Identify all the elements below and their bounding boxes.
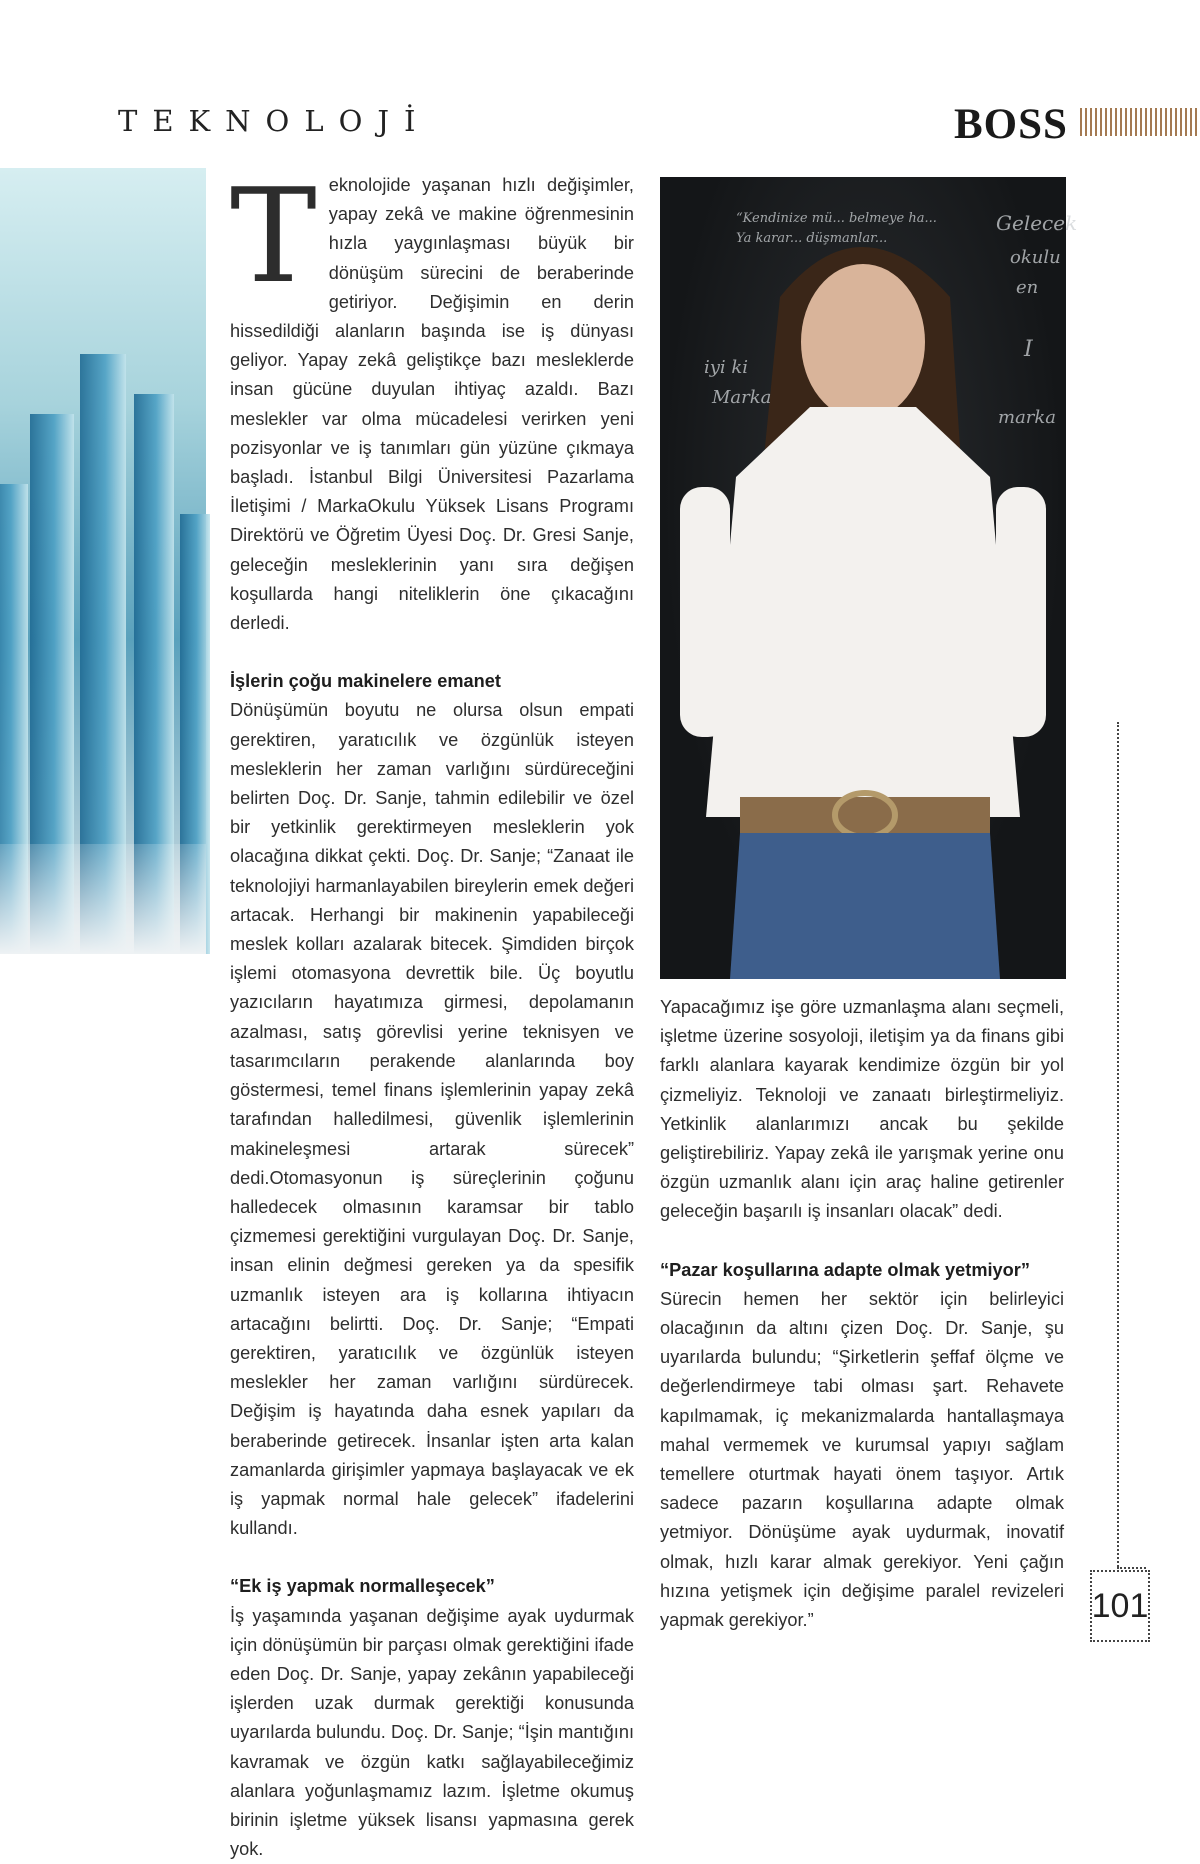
section-heading: İşlerin çoğu makinelere emanet bbox=[230, 671, 501, 692]
article-paragraph: İş yaşamında yaşanan değişime ayak uydurmak için dönüşümün bir parçası olmak gerektiğini ifade eden Doç. Dr. Sanje, yapay zekânın yapabileceği işlerden uzak durmak gerektiği konusunda uyarılarda bulundu. Doç. Dr. Sanje; “İşin mantığını kavramak ve özgün katkı sağlayabileceğimiz alanlara yoğunlaşmamız lazım. İşletme okumuş birinin işletme yüksek lisansı yapmasına gerek yok. bbox=[230, 1605, 634, 1860]
decorative-chart-image bbox=[0, 168, 206, 954]
page-number: 101 bbox=[1090, 1570, 1150, 1642]
decorative-dotted-line bbox=[1117, 722, 1119, 1567]
chalkboard-text: okulu bbox=[1010, 247, 1061, 268]
section-heading: “Pazar koşullarına adapte olmak yetmiyor” bbox=[660, 1259, 1030, 1280]
section-title: TEKNOLOJİ bbox=[118, 104, 431, 138]
article-column-left bbox=[230, 160, 634, 1864]
chalkboard-text: Gelecek bbox=[996, 211, 1078, 235]
chalkboard-text: en bbox=[1016, 277, 1039, 298]
article-column-right bbox=[660, 993, 1064, 1635]
chalkboard-text: Marka bbox=[712, 387, 772, 408]
decorative-stripes bbox=[1080, 108, 1200, 136]
portrait-figure bbox=[660, 177, 1066, 979]
section-heading: “Ek iş yapmak normalleşecek” bbox=[230, 1576, 495, 1597]
decorative-dotted-line bbox=[1117, 1567, 1146, 1569]
article-paragraph: Yapacağımız işe göre uzmanlaşma alanı seçmeli, işletme üzerine sosyoloji, iletişim ya da finans gibi farklı alanlara kayarak kendimize özgün bir yol çizmeliyiz. Teknoloji ve zanaatı birleştirmeliyiz. Yetkinlik alanlarımızı ancak bu şekilde geliştirebiliriz. Yapay zekâ ile yarışmak yerine onu özgün uzmanlık alanı için araç haline getirenler geleceğin başarılı iş insanları olacak” dedi. bbox=[660, 997, 1064, 1222]
chalkboard-text: I bbox=[1024, 337, 1033, 362]
article-intro: eknolojide yaşanan hızlı değişimler, yapay zekâ ve makine öğrenmesinin hızla yaygınlaşması büyük bir dönüşüm sürecini de beraberinde getiriyor. Değişimin en derin hissedildiği alanların başında ise iş dünyası geliyor. Yapay zekâ geliştikçe bazı mesleklerde insan gücüne duyulan ihtiyaç azaldı. Bazı meslekler var olma mücadelesi verirken yeni pozisyonlar ve iş tanımları gün yüzüne çıkmaya başladı. İstanbul Bilgi Üniversitesi Pazarlama İletişimi / MarkaOkulu Yüksek Lisans Programı Direktörü ve Öğretim Üyesi Doç. Dr. Gresi Sanje, geleceğin mesleklerinin yanı sıra değişen koşullarda hangi niteliklerin öne çıkacağını derledi. bbox=[230, 175, 634, 634]
article-paragraph: Sürecin hemen her sektör için belirleyici olacağının da altını çizen Doç. Dr. Sanje, şu uyarılarda bulundu; “Şirketlerin şeffaf ölçme ve değerlendirmeye tabi olması şart. Rehavete kapılmamak, iç mekanizmalarda hantallaşmaya mahal vermemek ve kurumsal yapıyı sağlam temellere oturtmak hayati önem taşıyor. Artık sadece pazarın koşullarına adapte olmak yetmiyor. Dönüşüme ayak uydurmak, inovatif olmak, hızlı karar almak gerekiyor. Yeni çağın hızına yetişmek için değişime paralel revizeleri yapmak gerekiyor.” bbox=[660, 1288, 1064, 1631]
magazine-logo: BOSS bbox=[954, 101, 1068, 148]
chalkboard-text: marka bbox=[998, 407, 1057, 428]
chalkboard-text: iyi ki bbox=[704, 357, 749, 378]
chalkboard-text: “Kendinize mü... belmeye ha... Ya karar... düşmanlar... bbox=[736, 211, 937, 246]
drop-cap: T bbox=[230, 160, 317, 312]
article-paragraph: Dönüşümün boyutu ne olursa olsun empati gerektiren, yaratıcılık ve özgünlük isteyen mesleklerin her zaman varlığını sürdüreceğini belirten Doç. Dr. Sanje, tahmin edilebilir ve özel bir yetkinlik gerektirmeyen mesleklerin yok olacağına dikkat çekti. Doç. Dr. Sanje; “Zanaat ile teknolojiyi harmanlayabilen bireylerin emek değeri artacak. Herhangi bir makinenin yapabileceği meslek kolları azalarak bitecek. Şimdiden birçok işlemi otomasyona devrettik bile. Üç boyutlu yazıcıların hayatımıza girmesi, depolamanın azalması, satış görevlisi yerine teknisyen ve tasarımcıların perakende alanlarında boy göstermesi, temel finans işlemlerinin yapay zekâ tarafından halledilmesi, güvenlik işlemlerinin makineleşmesi artarak sürecek” dedi.Otomasyonun iş süreçlerinin çoğunu halledecek olmasının karamsar bir tablo çizmemesi gerektiğini vurgulayan Doç. Dr. Sanje, insan elinin değmesi gereken ya da spesifik uzmanlık isteyen ara iş kollarına ihtiyacın artacağını belirtti. Doç. Dr. Sanje; “Empati gerektiren, yaratıcılık ve özgünlük isteyen meslekler her zaman varlığını sürdürecek. Değişim iş hayatında daha esnek yapıları da beraberinde getirecek. İnsanlar işten arta kalan zamanlarda girişimler yapmaya başlayacak ve ek iş yapmak normal hale gelecek” ifadelerini kullandı. bbox=[230, 700, 634, 1539]
portrait-photo bbox=[660, 177, 1078, 979]
